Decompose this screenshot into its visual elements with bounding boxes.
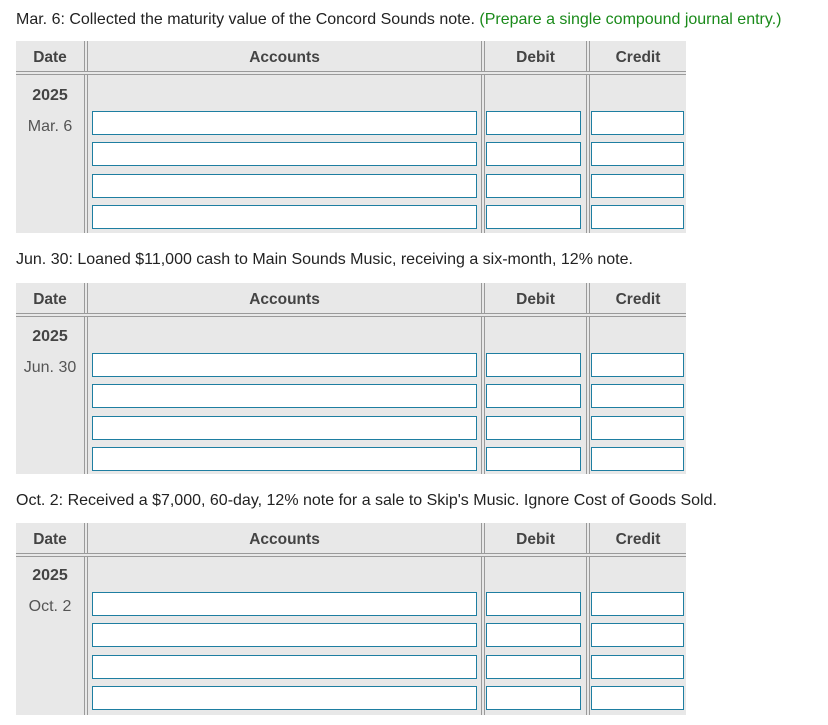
account-input-1[interactable]: [92, 353, 477, 377]
table-header: [16, 523, 686, 556]
credit-input-4[interactable]: [591, 686, 684, 710]
header-credit: Credit: [615, 49, 661, 66]
credit-input-2[interactable]: [591, 384, 684, 408]
header-debit: Debit: [516, 49, 555, 66]
credit-input-4[interactable]: [591, 205, 684, 229]
credit-input-1[interactable]: [591, 111, 684, 135]
credit-input-4[interactable]: [591, 447, 684, 471]
account-input-4[interactable]: [92, 447, 477, 471]
account-input-2[interactable]: [92, 623, 477, 647]
header-debit: Debit: [516, 531, 555, 548]
header-accounts: Accounts: [249, 531, 320, 548]
entry-3-prompt: [16, 491, 717, 511]
debit-input-1[interactable]: [486, 111, 581, 135]
account-input-2[interactable]: [92, 142, 477, 166]
table-body: [16, 75, 686, 233]
entry-1-prompt-text: Mar. 6: Collected the maturity value of the Concord Sounds note.: [16, 11, 475, 28]
header-accounts: Accounts: [249, 49, 320, 66]
header-debit: Debit: [516, 291, 555, 308]
header-date: Date: [33, 49, 67, 66]
account-input-4[interactable]: [92, 686, 477, 710]
debit-input-3[interactable]: [486, 174, 581, 198]
account-input-3[interactable]: [92, 416, 477, 440]
header-accounts: Accounts: [249, 291, 320, 308]
debit-input-2[interactable]: [486, 623, 581, 647]
debit-input-1[interactable]: [486, 592, 581, 616]
debit-input-4[interactable]: [486, 686, 581, 710]
credit-input-2[interactable]: [591, 142, 684, 166]
entry-1-prompt: [16, 10, 781, 30]
header-credit: Credit: [615, 531, 661, 548]
journal-table-3: [16, 523, 686, 715]
entry-date: Jun. 30: [23, 359, 77, 376]
entry-year: 2025: [32, 328, 68, 345]
header-credit: Credit: [615, 291, 661, 308]
account-input-3[interactable]: [92, 655, 477, 679]
entry-3-prompt-text: Oct. 2: Received a $7,000, 60-day, 12% note for a sale to Skip's Music. Ignore Cost of Goods Sold.: [16, 492, 717, 509]
debit-input-4[interactable]: [486, 205, 581, 229]
account-input-4[interactable]: [92, 205, 477, 229]
table-header: [16, 41, 686, 74]
credit-input-3[interactable]: [591, 174, 684, 198]
debit-input-1[interactable]: [486, 353, 581, 377]
account-input-2[interactable]: [92, 384, 477, 408]
journal-table-2: [16, 283, 686, 474]
entry-year: 2025: [32, 567, 68, 584]
header-date: Date: [33, 291, 67, 308]
entry-2-prompt: [16, 250, 633, 270]
entry-year: 2025: [32, 87, 68, 104]
account-input-3[interactable]: [92, 174, 477, 198]
entry-1-hint: (Prepare a single compound journal entry.): [479, 11, 782, 28]
credit-input-1[interactable]: [591, 592, 684, 616]
account-input-1[interactable]: [92, 111, 477, 135]
header-date: Date: [33, 531, 67, 548]
table-body: [16, 557, 686, 715]
debit-input-4[interactable]: [486, 447, 581, 471]
table-body: [16, 317, 686, 474]
account-input-1[interactable]: [92, 592, 477, 616]
debit-input-2[interactable]: [486, 142, 581, 166]
debit-input-2[interactable]: [486, 384, 581, 408]
entry-date: Oct. 2: [28, 598, 72, 615]
debit-input-3[interactable]: [486, 655, 581, 679]
credit-input-3[interactable]: [591, 416, 684, 440]
journal-table-1: [16, 41, 686, 233]
debit-input-3[interactable]: [486, 416, 581, 440]
credit-input-1[interactable]: [591, 353, 684, 377]
credit-input-3[interactable]: [591, 655, 684, 679]
table-header: [16, 283, 686, 316]
entry-date: Mar. 6: [27, 118, 73, 135]
credit-input-2[interactable]: [591, 623, 684, 647]
entry-2-prompt-text: Jun. 30: Loaned $11,000 cash to Main Sounds Music, receiving a six-month, 12% note.: [16, 251, 633, 268]
